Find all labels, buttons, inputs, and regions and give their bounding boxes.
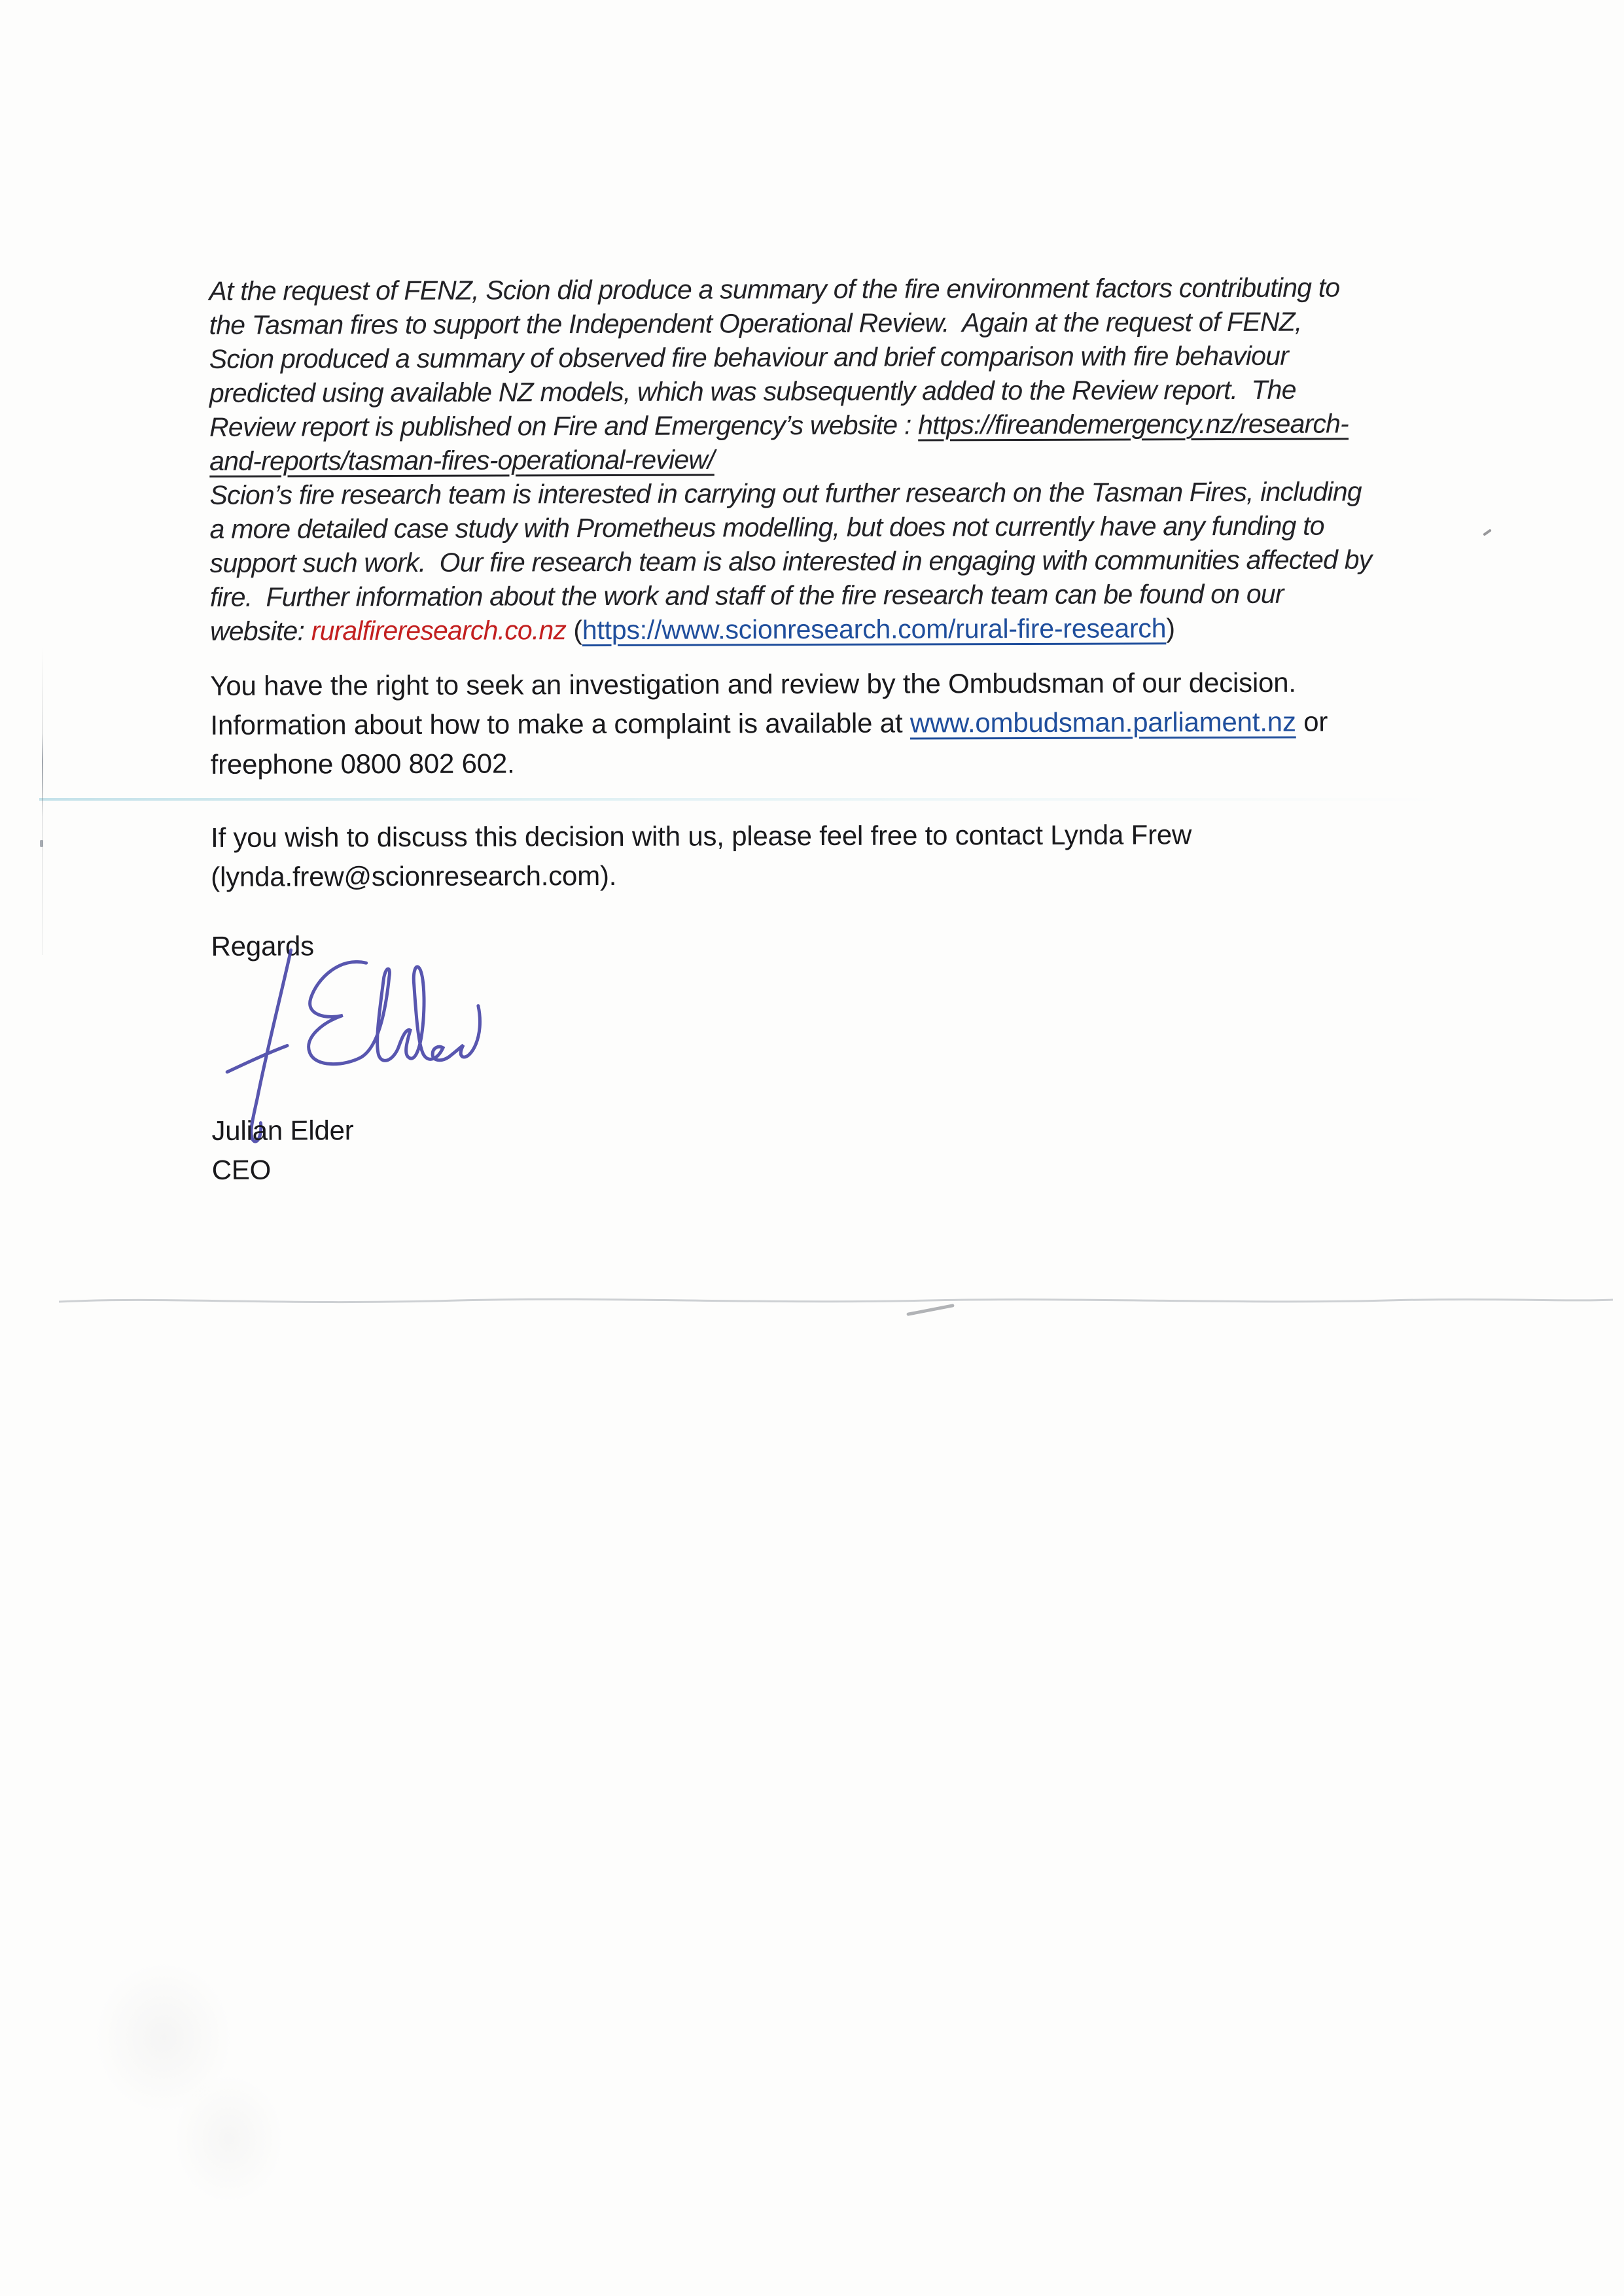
text-line [210, 703, 1328, 745]
text-line: If you wish to discuss this decision with us, please feel free to contact Lynda Frew [210, 819, 1192, 853]
paragraph-fenz-summary [209, 270, 1371, 648]
signature-cross-stroke [227, 1046, 287, 1072]
closing-word: Regards [211, 930, 315, 962]
text-line: predicted using available NZ models, which was subsequently added to the Review report. The [209, 374, 1296, 408]
text-line: fire. Further information about the work and staff of the fire research team can be found on our [209, 578, 1284, 612]
text-line [209, 406, 1371, 444]
text-line: Scion produced a summary of observed fire behaviour and brief comparison with fire behaviour [209, 340, 1289, 374]
text-segment: Review report is published on Fire and Emergency’s website : [209, 409, 919, 442]
link-scionresearch-rural-fire[interactable]: https://www.scionresearch.com/rural-fire-research [582, 613, 1167, 646]
text-segment: or [1296, 706, 1328, 737]
link-fireandemergency-review-url[interactable]: https://fireandemergency.nz/research- [918, 408, 1349, 440]
text-line: You have the right to seek an investigation and review by the Ombudsman of our decision. [210, 667, 1296, 701]
text-line [209, 440, 1371, 478]
text-line [210, 610, 1372, 648]
text-segment: Information about how to make a complaint is available at [210, 707, 910, 740]
signatory-block [211, 1111, 353, 1190]
text-line: freephone 0800 802 602. [210, 748, 515, 780]
link-ombudsman[interactable]: www.ombudsman.parliament.nz [909, 706, 1296, 739]
paragraph-ombudsman [210, 663, 1328, 784]
text-segment: ( [566, 615, 582, 646]
text-line: (lynda.frew@scionresearch.com). [211, 860, 617, 892]
text-segment: website: [209, 616, 311, 646]
link-fireandemergency-review-url-continued[interactable]: and-reports/tasman-fires-operational-review/ [209, 444, 715, 476]
signature-elder-stroke [308, 962, 480, 1064]
text-segment: ) [1166, 613, 1175, 644]
text-line: a more detailed case study with Prometheus modelling, but does not currently have any funding to [209, 510, 1324, 544]
link-ruralfireresearch[interactable]: ruralfireresearch.co.nz [311, 615, 567, 646]
text-line: the Tasman fires to support the Independent Operational Review. Again at the request of FENZ, [209, 306, 1302, 340]
text-line: Scion’s fire research team is interested in carrying out further research on the Tasman Fires, including [209, 476, 1362, 510]
signatory-title: CEO [211, 1154, 272, 1185]
paragraph-contact [211, 815, 1192, 897]
text-line: support such work. Our fire research team is also interested in engaging with communities affected by [209, 544, 1372, 578]
signatory-name: Julian Elder [211, 1115, 354, 1146]
text-line: At the request of FENZ, Scion did produce a summary of the fire environment factors contributing to [209, 272, 1340, 306]
